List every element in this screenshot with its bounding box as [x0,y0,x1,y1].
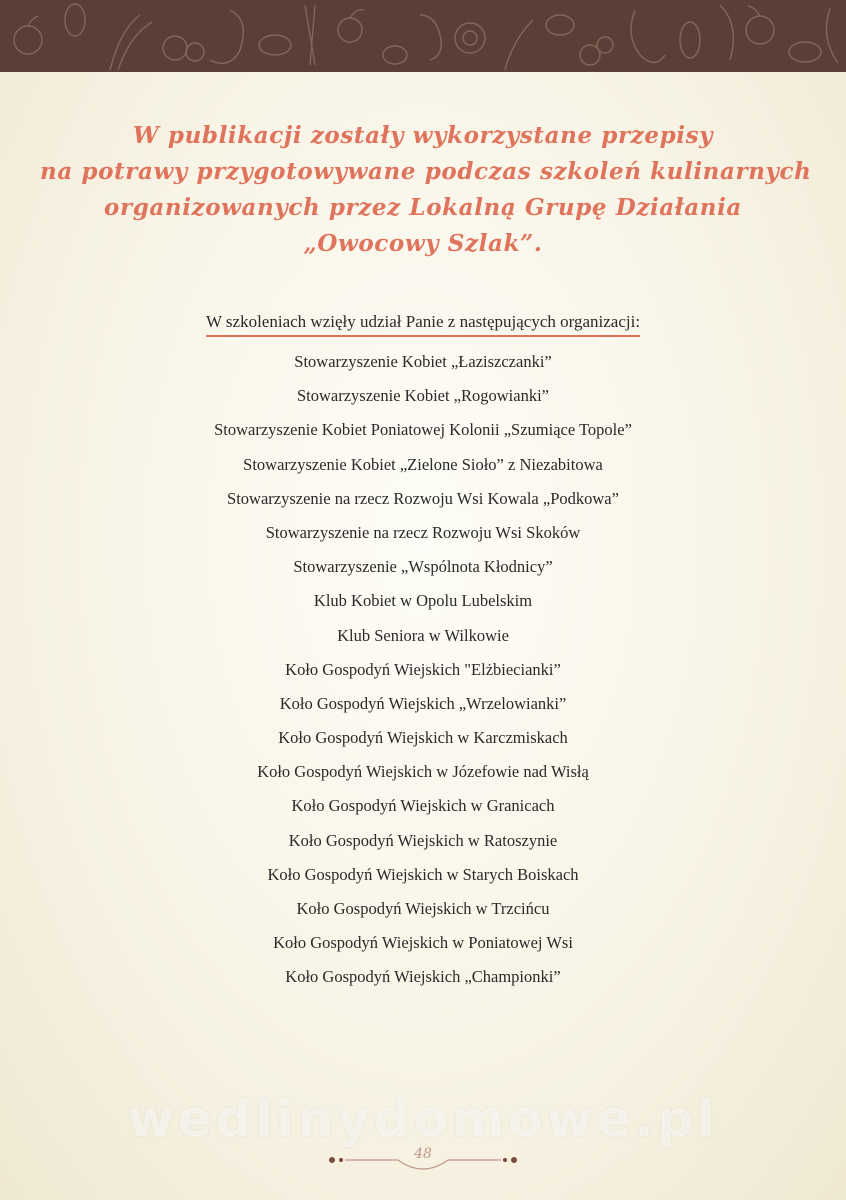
watermark: wedlinydomowe.pl [127,1090,719,1148]
list-item: Koło Gospodyń Wiejskich „Wrzelowianki” [279,693,567,713]
intro-line: na potrawy przygotowywane podczas szkoleń kulinarnych [40,158,812,185]
list-item: Stowarzyszenie Kobiet „Rogowianki” [296,386,549,406]
list-item: Klub Kobiet w Opolu Lubelskim [313,591,533,611]
page-number: 48 [414,1146,432,1162]
intro-text [40,118,812,262]
list-item: Stowarzyszenie Kobiet „Łaziszczanki” [294,352,552,371]
list-item: Koło Gospodyń Wiejskich w Granicach [291,796,555,816]
intro-line: „Owocowy Szlak”. [303,230,543,257]
list-item: Koło Gospodyń Wiejskich „Championki” [285,967,561,987]
list-item: Klub Seniora w Wilkowie [337,625,509,645]
list-item: Stowarzyszenie „Wspólnota Kłodnicy” [293,557,553,577]
list-item: Stowarzyszenie na rzecz Rozwoju Wsi Skoków [265,522,581,542]
list-item: Koło Gospodyń Wiejskich w Starych Boiskach [267,864,579,884]
list-item: Stowarzyszenie Kobiet „Zielone Sioło” z Niezabitowa [243,454,603,474]
list-item: Koło Gospodyń Wiejskich w Trzcińcu [296,899,550,918]
fruit-vegetable-pattern-icon [0,0,846,72]
list-item: Koło Gospodyń Wiejskich w Ratoszynie [288,830,558,850]
list-item: Koło Gospodyń Wiejskich "Elżbiecianki” [285,659,561,679]
list-item: Stowarzyszenie Kobiet Poniatowej Kolonii „Szumiące Topole” [214,420,632,440]
page-footer [0,1140,846,1180]
list-item: Koło Gospodyń Wiejskich w Józefowie nad Wisłą [257,762,589,782]
list-item: Koło Gospodyń Wiejskich w Poniatowej Wsi [273,933,573,953]
intro-line: organizowanych przez Lokalną Grupę Działania [104,194,742,221]
organizations-heading-text: W szkoleniach wzięły udział Panie z następujących organizacji: [206,312,640,337]
intro-line: W publikacji zostały wykorzystane przepisy [132,122,714,149]
list-item: Stowarzyszenie na rzecz Rozwoju Wsi Kowala „Podkowa” [227,488,619,508]
organizations-heading [0,312,846,337]
list-item: Koło Gospodyń Wiejskich w Karczmiskach [278,728,568,748]
organizations-list [0,345,846,995]
decorative-banner [0,0,846,72]
